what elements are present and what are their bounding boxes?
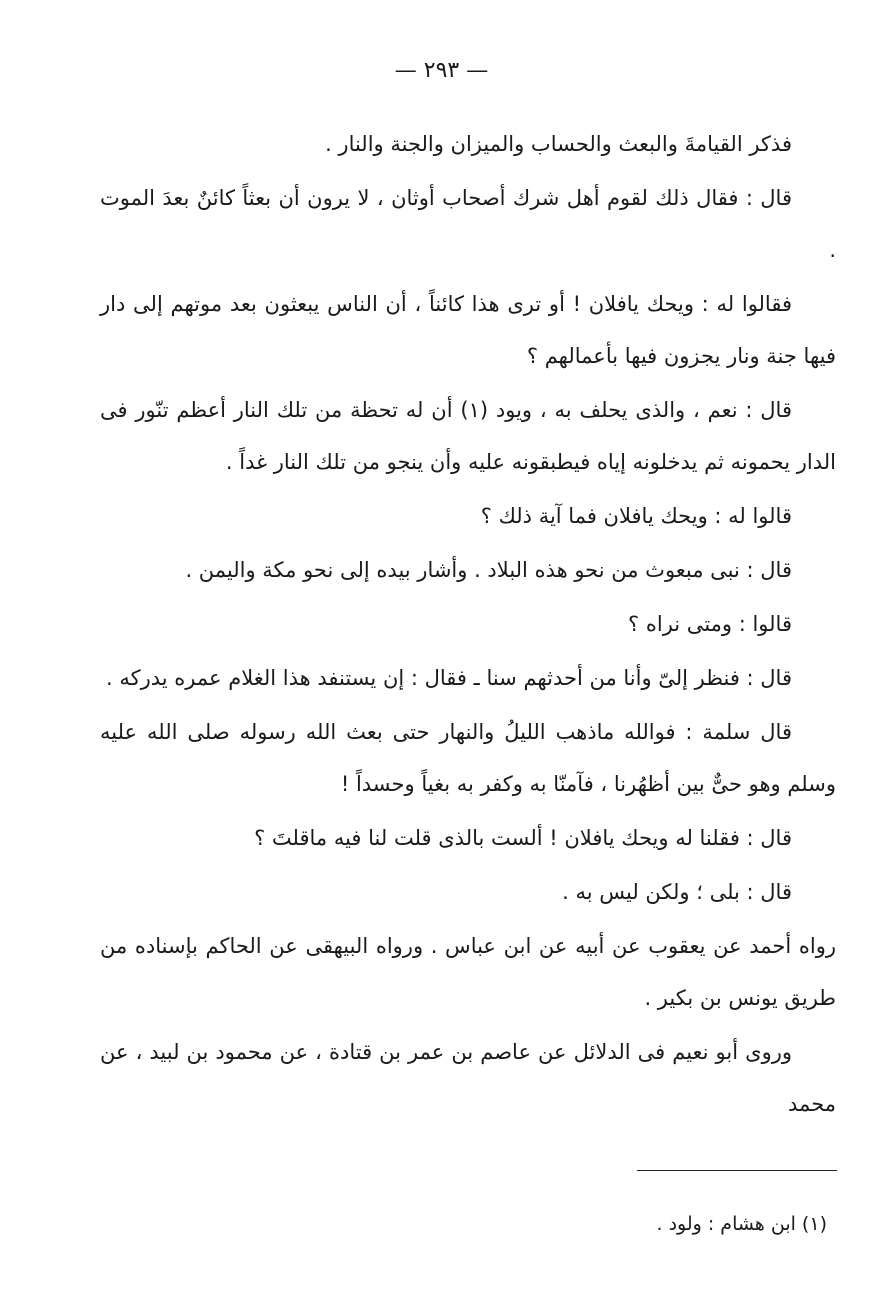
paragraph: قالوا : ومتى نراه ؟: [628, 612, 792, 636]
paragraph: قالوا له : ويحك يافلان فما آية ذلك ؟: [480, 504, 792, 528]
paragraph: قال : فقلنا له ويحك يافلان ! ألست بالذى قلت لنا فيه ماقلتَ ؟: [254, 826, 792, 850]
paragraph: قال : نبى مبعوث من نحو هذه البلاد . وأشار بيده إلى نحو مكة واليمن .: [185, 558, 792, 582]
paragraph: وروى أبو نعيم فى الدلائل عن عاصم بن عمر بن قتادة ، عن محمود بن لبيد ، عن محمد: [100, 1040, 836, 1116]
page-number: — ٢٩٣ —: [394, 58, 489, 83]
paragraph: قال : بلى ؛ ولكن ليس به .: [562, 880, 792, 904]
paragraph: قال : نعم ، والذى يحلف به ، ويود (١) أن له تحظة من تلك النار أعظم تنّور فى الدار يحمونه ثم يدخلونه إياه فيطبقونه عليه وأن ينجو من تلك النار غداً .: [100, 398, 836, 474]
paragraph: قال : فقال ذلك لقوم أهل شرك أصحاب أوثان ، لا يرون أن بعثاً كائنٌ بعدَ الموت .: [100, 186, 836, 262]
paragraph: قال : فنظر إلىّ وأنا من أحدثهم سنا ـ فقال : إن يستنفد هذا الغلام عمره يدركه .: [105, 666, 792, 690]
paragraph: قال سلمة : فوالله ماذهب الليلُ والنهار حتى بعث الله رسوله صلى الله عليه وسلم وهو حىٌّ بين أظهُرنا ، فآمنّا به وكفر به بغياً وحسداً !: [100, 720, 836, 796]
paragraph: فذكر القيامةَ والبعث والحساب والميزان والجنة والنار .: [325, 132, 792, 156]
body-text: [100, 118, 836, 1132]
paragraph: فقالوا له : ويحك يافلان ! أو ترى هذا كائناً ، أن الناس يبعثون بعد موتهم إلى دار فيها جنة ونار يجزون فيها بأعمالهم ؟: [100, 292, 836, 368]
paragraph: رواه أحمد عن يعقوب عن أبيه عن ابن عباس . ورواه البيهقى عن الحاكم بإسناده من طريق يونس بن بكير .: [100, 934, 836, 1010]
footnote-divider: [637, 1170, 837, 1171]
footnote: (١) ابن هشام : ولود .: [656, 1213, 827, 1235]
